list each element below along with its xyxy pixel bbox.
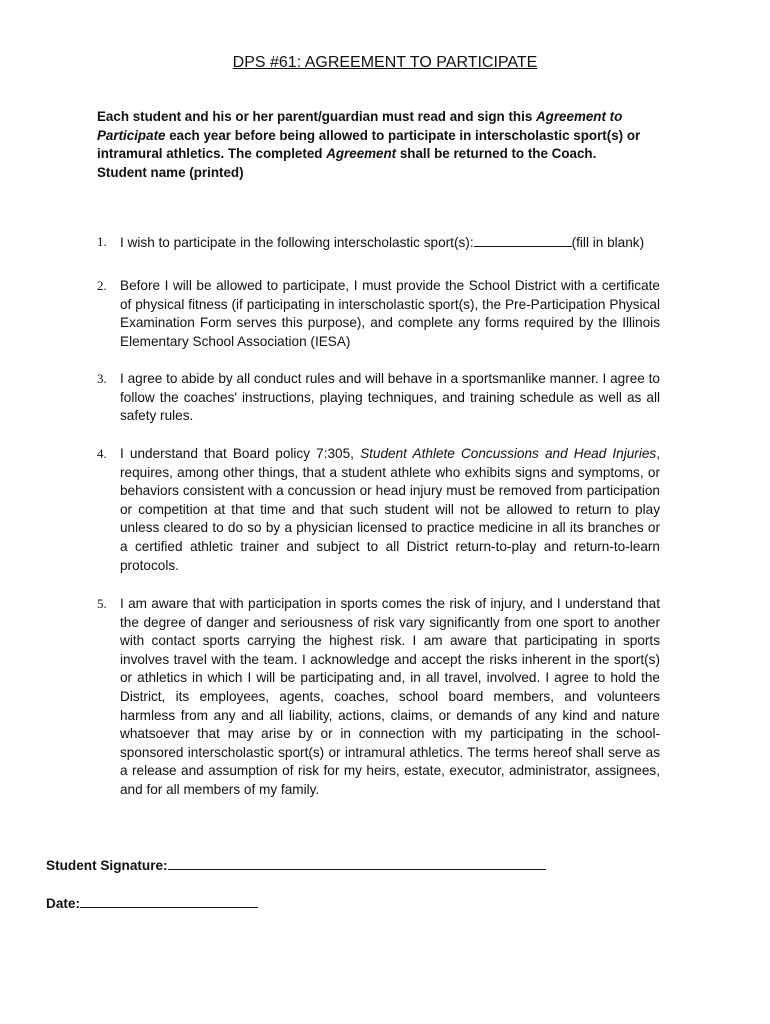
signature-line[interactable] bbox=[168, 855, 546, 870]
item-number: 1. bbox=[97, 234, 107, 249]
item-number: 5. bbox=[97, 596, 107, 611]
item-text bbox=[120, 233, 720, 253]
signature-label: Student Signature: bbox=[46, 858, 168, 873]
item-4-text-b: , requires, among other things, that a student athlete who exhibits signs and symptoms, or behaviors consistent with a concussion or head injury must be removed from participation or competition at that time and that such student will not be allowed to return to play unless cleared to do so by a physician licensed to practice medicine in all its branches or a certified athletic trainer and subject to all District return-to-play and return-to-learn protocols. bbox=[120, 446, 660, 573]
policy-title: Student Athlete Concussions and Head Injuries bbox=[360, 446, 657, 461]
date-label: Date: bbox=[46, 896, 80, 911]
intro-text-2: each year before being allowed to participate in interscholastic sport(s) or intramural athletics. The completed bbox=[97, 127, 641, 162]
item-text: I agree to abide by all conduct rules and will behave in a sportsmanlike manner. I agree to follow the coaches' instructions, playing techniques, and training schedule as well as all safety rules. bbox=[120, 371, 660, 424]
intro-text-1: Each student and his or her parent/guardian must read and sign this bbox=[97, 109, 536, 124]
item-text: Before I will be allowed to participate, I must provide the School District with a certificate of physical fitness (if participating in interscholastic sport(s), the Pre-Participation Physical Examination Form serves this purpose), and complete any forms required by the Illinois Elementary School Association (IESA) bbox=[120, 278, 660, 349]
signature-row bbox=[46, 855, 546, 875]
intro-paragraph bbox=[97, 108, 657, 182]
item-4-text-a: I understand that Board policy 7:305, bbox=[120, 446, 361, 461]
item-1-suffix: (fill in blank) bbox=[571, 235, 645, 250]
document-title: DPS #61: AGREEMENT TO PARTICIPATE bbox=[232, 54, 538, 71]
date-line[interactable] bbox=[80, 893, 258, 908]
item-number: 2. bbox=[97, 278, 107, 293]
item-number: 3. bbox=[97, 371, 107, 386]
student-name-label: Student name (printed) bbox=[97, 164, 244, 180]
item-1-text: I wish to participate in the following interscholastic sport(s): bbox=[120, 235, 474, 250]
item-number: 4. bbox=[97, 446, 107, 461]
intro-text-3: shall be returned to the Coach. bbox=[396, 146, 597, 162]
item-text: I am aware that with participation in sports comes the risk of injury, and I understand that the degree of danger and seriousness of risk vary significantly from one sport to another with contact sports carrying the highest risk. I am aware that participating in sports involves travel with the team. I acknowledge and accept the risks inherent in the sport(s) or athletics in which I will be participating and, in all travel, involved. I agree to hold the District, its employees, agents, coaches, school board members, and volunteers harmless from any and all liability, actions, claims, or demands of any kind and nature whatsoever that may arise by or in connection with my participating in the school-sponsored interscholastic sport(s) or intramural athletics. The terms hereof shall serve as a release and assumption of risk for my heirs, estate, executor, administrator, assignees, and for all members of my family. bbox=[120, 596, 660, 797]
intro-agreement-title: Agreement to Participate bbox=[97, 109, 623, 143]
date-row bbox=[46, 893, 258, 913]
intro-agreement-word: Agreement bbox=[326, 146, 397, 162]
sport-blank-line[interactable] bbox=[474, 233, 572, 247]
item-text bbox=[120, 445, 660, 575]
